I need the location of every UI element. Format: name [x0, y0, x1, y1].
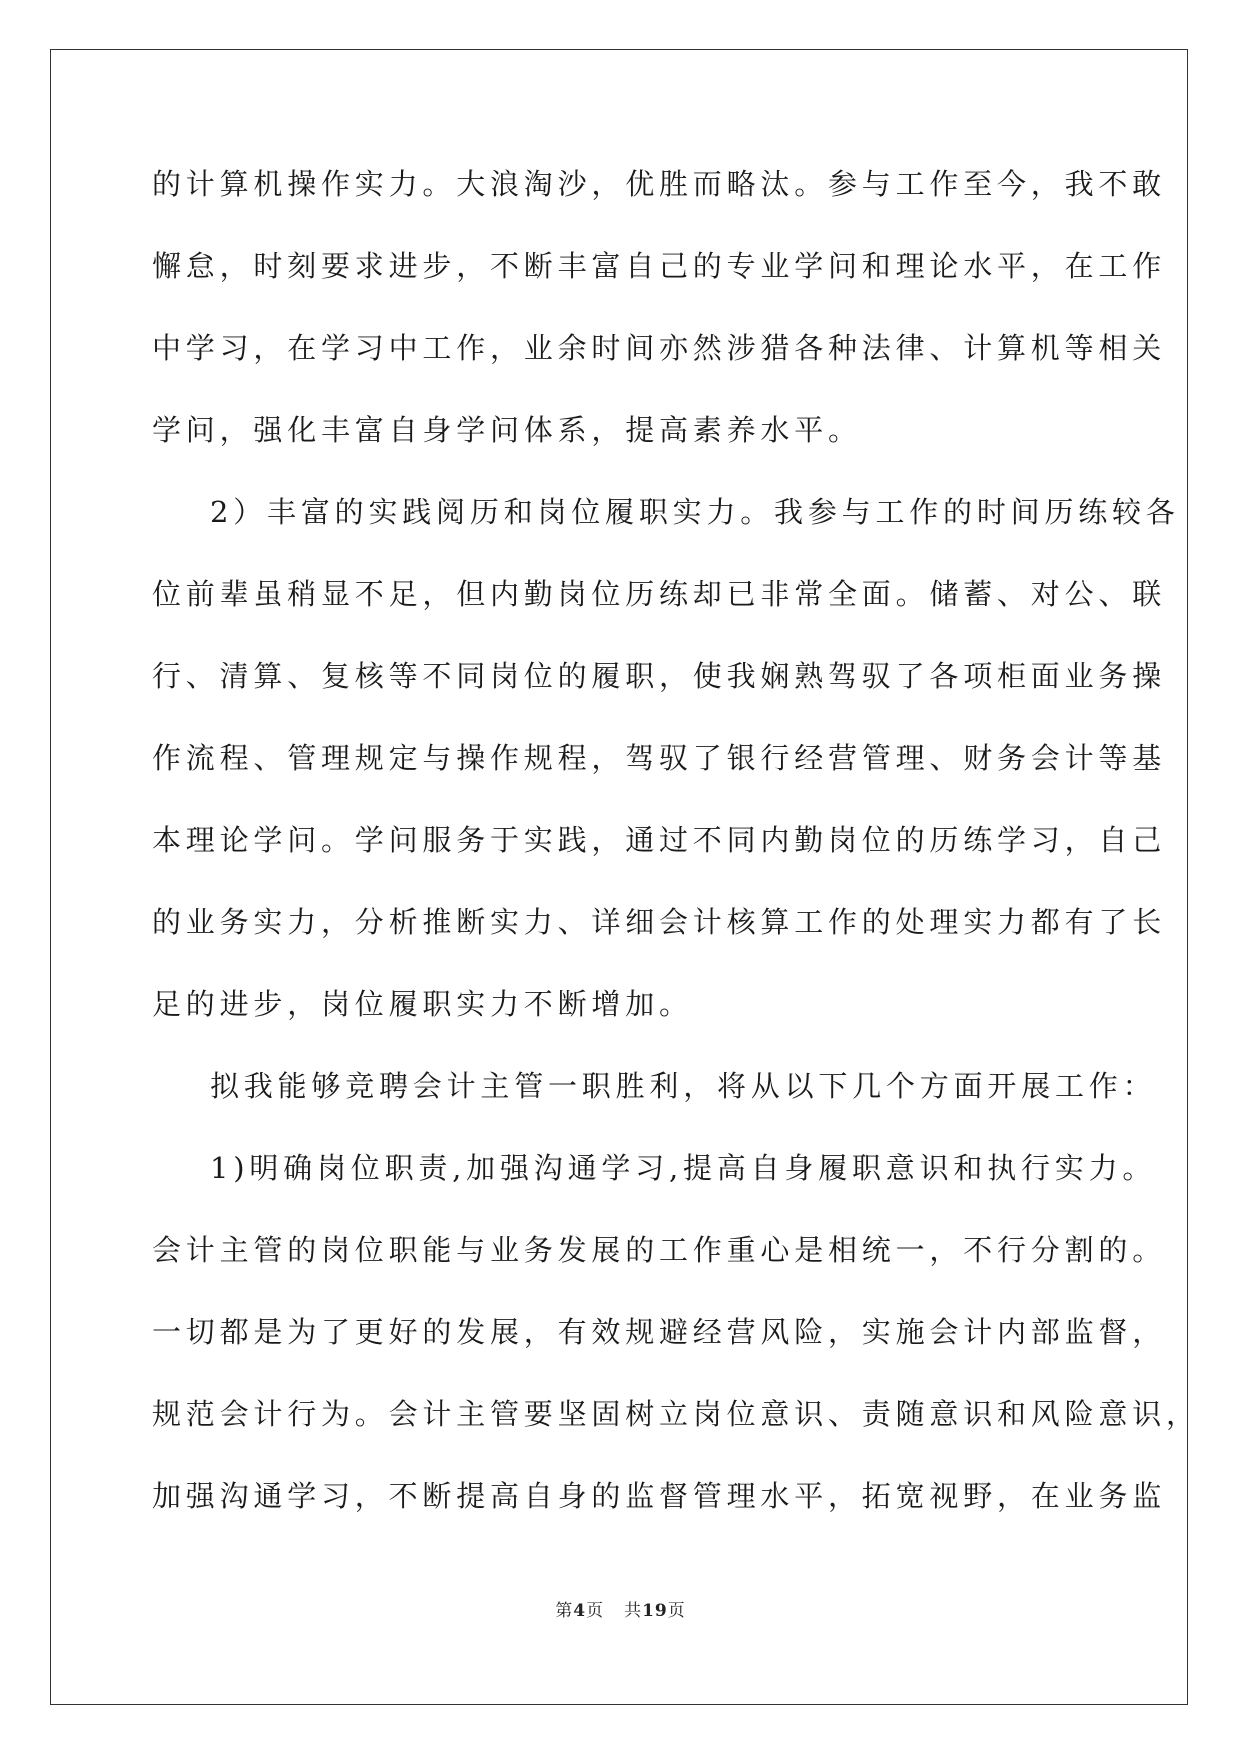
total-suffix: 页	[667, 1601, 686, 1621]
page-suffix: 页	[586, 1601, 605, 1621]
text-line: 本理论学问。学问服务于实践，通过不同内勤岗位的历练学习，自己	[152, 823, 1167, 857]
text-line: 2）丰富的实践阅历和岗位履职实力。我参与工作的时间历练较各	[210, 495, 1180, 529]
text-line: 足的进步，岗位履职实力不断增加。	[152, 987, 693, 1021]
document-body	[152, 166, 1200, 1560]
text-line: 加强沟通学习，不断提高自身的监督管理水平，拓宽视野，在业务监	[152, 1479, 1167, 1513]
text-line: 作流程、管理规定与操作规程，驾驭了银行经营管理、财务会计等基	[152, 741, 1167, 775]
page-footer	[0, 1596, 1241, 1621]
text-line: 的业务实力，分析推断实力、详细会计核算工作的处理实力都有了长	[152, 905, 1167, 939]
text-line: 1)明确岗位职责,加强沟通学习,提高自身履职意识和执行实力。	[210, 1151, 1157, 1185]
text-line: 拟我能够竞聘会计主管一职胜利，将从以下几个方面开展工作：	[210, 1069, 1157, 1103]
text-line: 位前辈虽稍显不足，但内勤岗位历练却已非常全面。储蓄、对公、联	[152, 577, 1167, 611]
current-page-number: 4	[573, 1601, 587, 1621]
text-line: 行、清算、复核等不同岗位的履职，使我娴熟驾驭了各项柜面业务操	[152, 659, 1167, 693]
text-line: 懈怠，时刻要求进步，不断丰富自己的专业学问和理论水平，在工作	[152, 249, 1167, 283]
text-line: 中学习，在学习中工作，业余时间亦然涉猎各种法律、计算机等相关	[152, 331, 1167, 365]
text-line: 学问，强化丰富自身学问体系，提高素养水平。	[152, 413, 862, 447]
text-line: 一切都是为了更好的发展，有效规避经营风险，实施会计内部监督，	[152, 1315, 1167, 1349]
total-prefix: 共	[624, 1601, 643, 1621]
text-line: 规范会计行为。会计主管要坚固树立岗位意识、责随意识和风险意识，	[152, 1397, 1200, 1431]
text-line: 的计算机操作实力。大浪淘沙，优胜而略汰。参与工作至今，我不敢	[152, 167, 1167, 201]
text-line: 会计主管的岗位职能与业务发展的工作重心是相统一，不行分割的。	[152, 1233, 1167, 1267]
total-page-number: 19	[642, 1601, 668, 1621]
page-prefix: 第	[555, 1601, 574, 1621]
